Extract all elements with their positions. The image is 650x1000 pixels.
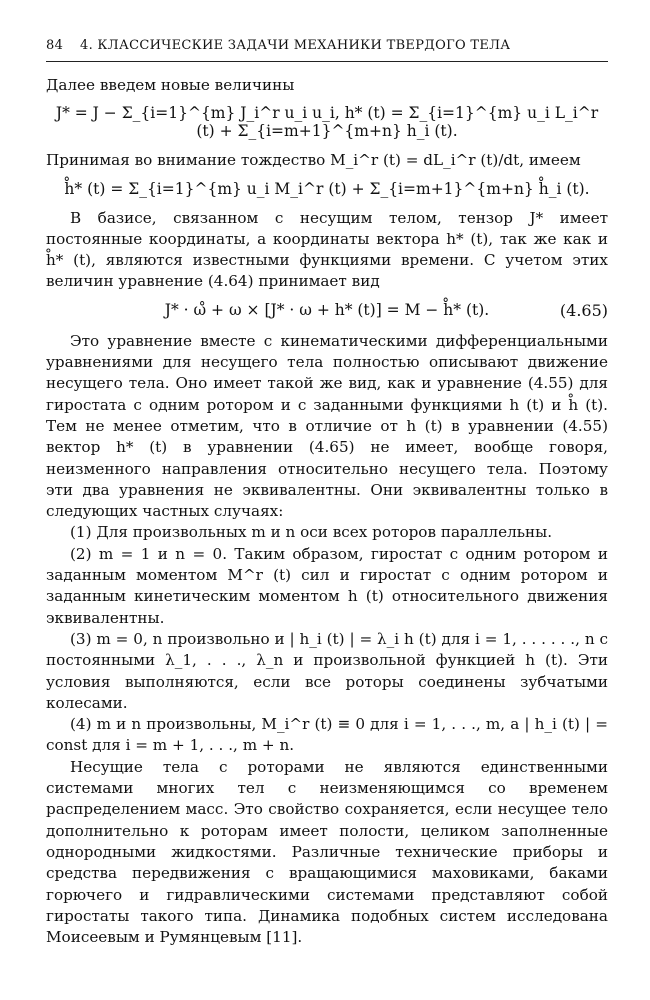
page-number: 84 bbox=[46, 38, 64, 53]
paragraph-basis: В базисе, связанном с несущим телом, тензор J* имеет постоянные координаты, а координаты вектора h* (t), так же как и h̊* (t), являются известными функциями времени. С учетом этих величин уравнение (4.64) принимает вид bbox=[46, 208, 608, 291]
case-4: (4) m и n произвольны, M_i^r (t) ≡ 0 для i = 1, . . ., m, а | h_i (t) | = const для i = m + 1, . . ., m + n. bbox=[46, 715, 608, 755]
case-1: (1) Для произвольных m и n оси всех роторов параллельны. bbox=[70, 523, 553, 542]
header-rule bbox=[46, 61, 608, 62]
page-header bbox=[46, 38, 608, 58]
equation-4-65-body: J* · ω̊ + ω × [J* · ω + h* (t)] = M − h̊* (t). bbox=[164, 300, 490, 319]
case-3: (3) m = 0, n произвольно и | h_i (t) | = λ_i h (t) для i = 1, . . . . . ., n с постоянными λ_1, . . ., λ_n и произвольной функцией h (t). Эти условия выполняются, если все роторы соединены зубчатыми колесами. bbox=[46, 629, 608, 712]
equation-number: (4.65) bbox=[559, 300, 608, 320]
paragraph-identity: Принимая во внимание тождество M_i^r (t) = dL_i^r (t)/dt, имеем bbox=[46, 151, 581, 170]
equation-1: J* = J − Σ_{i=1}^{m} J_i^r u_i u_i, h* (t) = Σ_{i=1}^{m} u_i L_i^r (t) + Σ_{i=m+1}^{m+n} h_i (t). bbox=[55, 104, 599, 141]
paragraph-intro: Далее введем новые величины bbox=[46, 76, 295, 94]
equation-2: h̊* (t) = Σ_{i=1}^{m} u_i M_i^r (t) + Σ_{i=m+1}^{m+n} h̊_i (t). bbox=[64, 179, 590, 198]
page bbox=[46, 38, 608, 948]
paragraph-conclusion: Несущие тела с роторами не являются единственными системами многих тел с неизменяющимся со временем распределением масс. Это свойство сохраняется, если несущее тело дополнительно к роторам имеет полости, целиком заполненные однородными жидкостями. Различные технические приборы и средства передвижения с вращающимися маховиками, баками горючего и гидравлическими системами представляют собой гиростаты такого типа. Динамика подобных систем исследована Моисеевым и Румянцевым [11]. bbox=[46, 757, 608, 947]
running-title: 4. КЛАССИЧЕСКИЕ ЗАДАЧИ МЕХАНИКИ ТВЕРДОГО ТЕЛА bbox=[80, 38, 511, 53]
paragraph-discussion: Это уравнение вместе с кинематическими дифференциальными уравнениями для несущего тела полностью описывают движение несущего тела. Оно имеет такой же вид, как и уравнение (4.55) для гиростата с одним ротором и с заданными функциями h (t) и h̊ (t). Тем не менее отметим, что в отличие от h (t) в уравнении (4.55) вектор h* (t) в уравнении (4.65) не имеет, вообще говоря, неизменного направления относительно несущего тела. Поэтому эти два уравнения не эквивалентны. Они эквивалентны только в следующих частных случаях: bbox=[46, 331, 608, 521]
equation-4-65 bbox=[46, 301, 608, 319]
case-2: (2) m = 1 и n = 0. Таким образом, гиростат с одним ротором и заданным моментом M^r (t) сил и гиростат с одним ротором и заданным кинетическим моментом h (t) относительного движения эквивалентны. bbox=[46, 544, 608, 627]
